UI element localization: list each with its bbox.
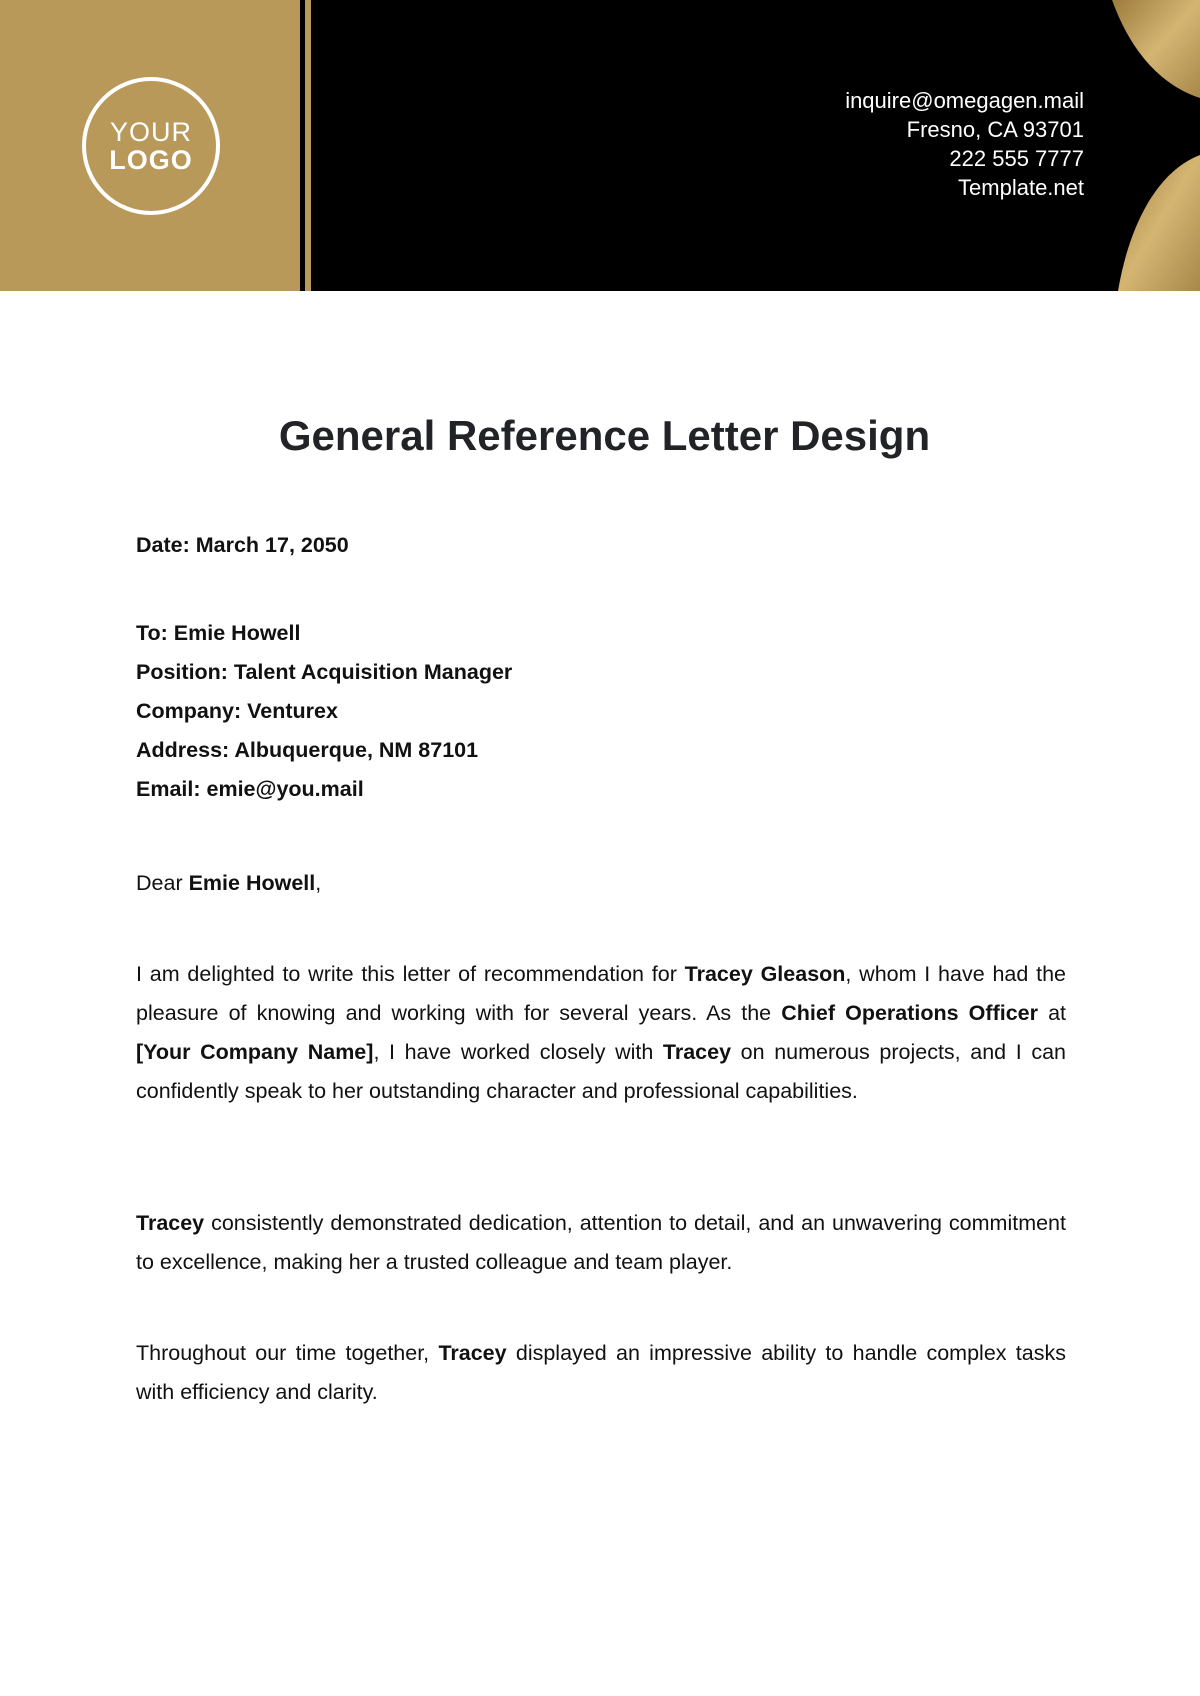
- p1-text-5: on numerous projects, and I can confidently speak to her outstanding character and professional capabilities.: [136, 1040, 1066, 1103]
- p1-text-1: I am delighted to write this letter of recommendation for: [136, 962, 685, 986]
- gold-divider: [305, 0, 311, 291]
- body-paragraph-1: [136, 955, 1066, 1111]
- contact-website: Template.net: [958, 175, 1084, 200]
- decorative-arc-top: [1112, 0, 1200, 98]
- recipient-position: Position: Talent Acquisition Manager: [136, 660, 513, 684]
- body-paragraph-2: [136, 1204, 1066, 1282]
- contact-email: inquire@omegagen.mail: [845, 88, 1084, 113]
- logo-text-bottom: LOGO: [109, 145, 193, 175]
- letter-date: Date: March 17, 2050: [136, 533, 349, 557]
- p3-text-1: Throughout our time together,: [136, 1341, 439, 1365]
- p3-candidate-first-name: Tracey: [438, 1341, 507, 1365]
- p1-candidate-name: Tracey Gleason: [684, 962, 846, 986]
- recipient-address: Address: Albuquerque, NM 87101: [136, 738, 479, 762]
- p2-text-1: consistently demonstrated dedication, attention to detail, and an unwavering commitment to excellence, making her a trusted colleague and team player.: [136, 1211, 1066, 1274]
- decorative-arc-bottom: [1118, 155, 1200, 291]
- decorative-arcs: [1100, 0, 1200, 291]
- greeting-name: Emie Howell: [188, 871, 316, 895]
- logo-text-top: YOUR: [109, 116, 192, 147]
- page-title: General Reference Letter Design: [278, 412, 931, 459]
- recipient-email: Email: emie@you.mail: [136, 777, 364, 801]
- recipient-company: Company: Venturex: [136, 699, 338, 723]
- p1-text-4: , I have worked closely with: [373, 1040, 663, 1064]
- recipient-block: [136, 614, 1066, 809]
- contact-phone: 222 555 7777: [949, 146, 1084, 171]
- greeting-prefix: Dear: [136, 871, 189, 895]
- p1-company-name: [Your Company Name]: [136, 1040, 374, 1064]
- p1-author-role: Chief Operations Officer: [781, 1001, 1038, 1025]
- body-paragraph-3: [136, 1334, 1066, 1412]
- logo-panel: [0, 0, 300, 291]
- p3-text-2: displayed an impressive ability to handle complex tasks with efficiency and clarity.: [136, 1341, 1066, 1404]
- greeting: [136, 864, 1066, 903]
- recipient-to: To: Emie Howell: [136, 621, 301, 645]
- p1-text-3: at: [1037, 1001, 1067, 1025]
- logo: [82, 77, 220, 215]
- p1-text-2: , whom I have had the pleasure of knowing and working with for several years. As the: [136, 962, 1067, 1025]
- greeting-suffix: ,: [315, 871, 322, 895]
- p1-candidate-first-name: Tracey: [662, 1040, 732, 1064]
- contact-block: [845, 86, 1084, 202]
- letterhead: [0, 0, 1200, 291]
- p2-candidate-first-name: Tracey: [136, 1211, 205, 1235]
- contact-address: Fresno, CA 93701: [906, 117, 1084, 142]
